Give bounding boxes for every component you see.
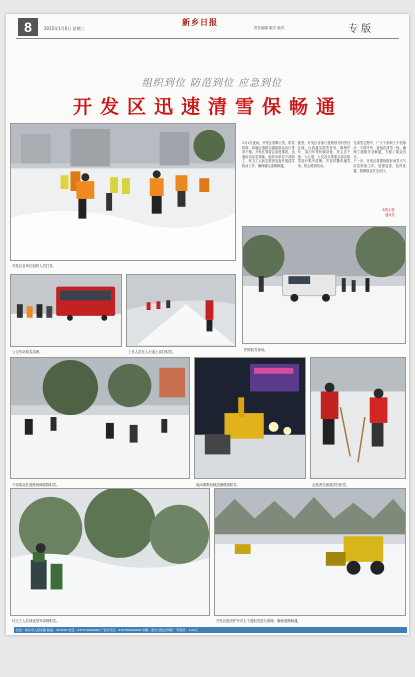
section-label: 专版 — [348, 24, 374, 35]
headline: 开发区迅速清雪保畅通 — [72, 96, 343, 118]
page-header — [6, 14, 409, 42]
photo-caption: 铲除积雪现场。 — [244, 348, 268, 352]
article-paragraph: 下一步，开发区将继续做好雨雪天气应急准备工作，加强巡查，及时处置，保障群众安全出行。 — [353, 159, 406, 173]
photo-caption: 公交车站积雪清理。 — [12, 350, 43, 354]
article-paragraph: 在清雪过程中，广大干部职工不怕寒冷、不辞辛劳，奋战在清雪一线，确保了道路安全畅通，方便了群众出行。 — [353, 141, 406, 159]
photo-volunteers — [310, 357, 406, 479]
page-number: 8 — [18, 18, 38, 36]
header-rule — [16, 38, 399, 39]
page-footer: 社址：新乡市人民东路 邮编：453000 电话：0373-0000000 广告许可证：410700000000 印刷：新乡日报社印刷厂 零售价：1.00元 — [14, 627, 407, 633]
photo-caption: 干部群众在道路两侧清除积雪。 — [12, 483, 60, 487]
subheadline: 组织到位 防范到位 应急到位 — [141, 78, 283, 89]
photo-workers-shoveling — [10, 123, 236, 261]
photo-green-belt — [10, 488, 210, 616]
byline-correspondent: 通讯员 — [385, 212, 395, 217]
paper-name: 新乡日报 — [182, 17, 218, 27]
photo-caption: 夜间调集机械清理路面积雪。 — [196, 483, 241, 487]
issue-date: 2015年1月6日 星期三 — [44, 26, 85, 31]
article-paragraph: 1月1日夜间，开发区普降大雪，积雪较厚，给辖区道路交通和群众出行带来不便。开发区管委会高度重视，迅速启动应急预案，组织各单位干部职工、环卫工人和志愿者连夜开展清雪除冰工作，确保辖区道路畅通。 — [242, 141, 295, 168]
photo-sidewalk — [126, 274, 236, 347]
photo-caption: 开发区组织铲车对主干道积雪进行清理，确保道路畅通。 — [216, 619, 301, 623]
newspaper-page — [6, 14, 409, 635]
byline — [382, 208, 395, 217]
photo-caption: 志愿者在街道清扫积雪。 — [312, 483, 350, 487]
photo-night-machinery — [194, 357, 306, 479]
photo-truck-clearing — [242, 226, 406, 344]
photo-caption: 工作人员在人行道上清扫积雪。 — [128, 350, 176, 354]
photo-caption: 开发区各单位组织人员扫雪。 — [12, 264, 57, 268]
photo-loader — [214, 488, 406, 616]
photo-bus-stop — [10, 274, 122, 347]
byline-reporter: 本报记者 — [382, 208, 395, 212]
photo-caption: 环卫工人在绿化带旁清理积雪。 — [12, 619, 60, 623]
photo-roadside-clearing — [10, 357, 190, 479]
article-paragraph: 据悉，开发区各部门按照划分的责任区域，认真落实除雪任务，调集铲车、清扫车等机械设备，对主次干道、人行道、公交站点等重点部位积雪进行集中清理，并及时撒布融雪剂，防止路面结冰。 — [297, 141, 351, 168]
editor-credits: 责任编辑 版式 校对 — [254, 26, 285, 30]
